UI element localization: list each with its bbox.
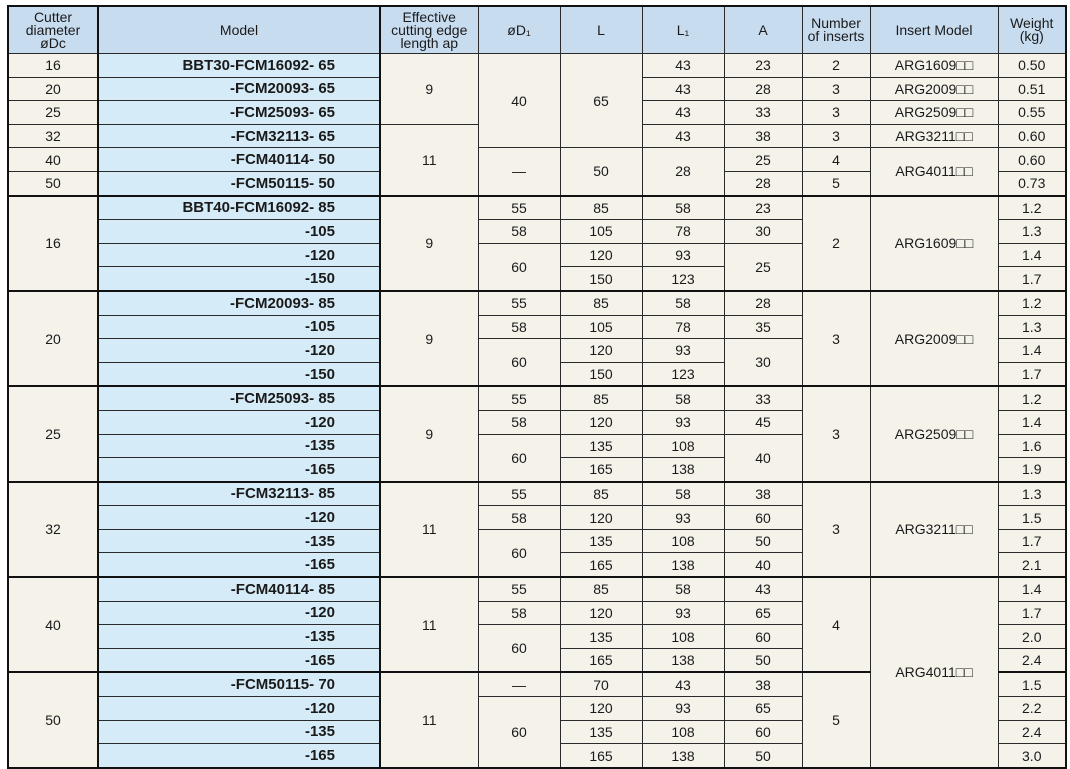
- table-row: [8, 196, 1066, 220]
- cutter-diameter-cell: 40: [8, 577, 98, 672]
- weight-cell: 0.60: [998, 148, 1066, 172]
- l1-cell: 43: [642, 124, 724, 148]
- l-cell: 135: [560, 434, 642, 458]
- header-d1: øD₁: [478, 6, 560, 54]
- inserts-cell: 3: [802, 101, 870, 125]
- d1-cell: 60: [478, 339, 560, 387]
- d1-cell: 58: [478, 220, 560, 244]
- spec-table-container: [7, 5, 1067, 769]
- l-cell: 135: [560, 720, 642, 744]
- l-cell: 165: [560, 553, 642, 577]
- d1-cell: 58: [478, 601, 560, 625]
- a-cell: 40: [724, 434, 802, 482]
- model-cell: BBT30-FCM16092- 65: [98, 54, 380, 78]
- cutting-edge-cell: 11: [380, 577, 478, 672]
- insert-model-cell: ARG2509□□: [870, 386, 998, 481]
- l-cell: 120: [560, 601, 642, 625]
- cutting-edge-cell: 9: [380, 196, 478, 291]
- l1-cell: 108: [642, 720, 724, 744]
- l1-cell: 43: [642, 101, 724, 125]
- l1-cell: 138: [642, 744, 724, 768]
- a-cell: 43: [724, 577, 802, 601]
- l1-cell: 43: [642, 672, 724, 696]
- weight-cell: 1.5: [998, 506, 1066, 530]
- l-cell: 85: [560, 482, 642, 506]
- insert-model-cell: ARG4011□□: [870, 148, 998, 196]
- inserts-cell: 5: [802, 171, 870, 195]
- weight-cell: 3.0: [998, 744, 1066, 768]
- d1-cell: 60: [478, 434, 560, 482]
- l1-cell: 93: [642, 601, 724, 625]
- l1-cell: 123: [642, 362, 724, 386]
- cutter-diameter-cell: 20: [8, 77, 98, 101]
- a-cell: 65: [724, 601, 802, 625]
- cutting-edge-cell: 9: [380, 386, 478, 481]
- a-cell: 28: [724, 171, 802, 195]
- cutting-edge-cell: 11: [380, 124, 478, 195]
- a-cell: 60: [724, 720, 802, 744]
- weight-cell: 2.0: [998, 625, 1066, 649]
- inserts-cell: 3: [802, 482, 870, 577]
- model-cell: -FCM25093- 85: [98, 386, 380, 410]
- a-cell: 50: [724, 529, 802, 553]
- l1-cell: 108: [642, 625, 724, 649]
- header-model: Model: [98, 6, 380, 54]
- a-cell: 50: [724, 648, 802, 672]
- table-row: [8, 577, 1066, 601]
- inserts-cell: 3: [802, 77, 870, 101]
- insert-model-cell: ARG1609□□: [870, 54, 998, 78]
- model-cell: -FCM20093- 85: [98, 291, 380, 315]
- weight-cell: 1.4: [998, 243, 1066, 267]
- a-cell: 25: [724, 243, 802, 291]
- table-row: [8, 386, 1066, 410]
- cutter-spec-table: [7, 5, 1067, 769]
- l-cell: 70: [560, 672, 642, 696]
- weight-cell: 2.4: [998, 648, 1066, 672]
- l-cell: 65: [560, 54, 642, 148]
- insert-model-cell: ARG2509□□: [870, 101, 998, 125]
- weight-cell: 2.2: [998, 697, 1066, 721]
- d1-cell: 55: [478, 196, 560, 220]
- a-cell: 23: [724, 54, 802, 78]
- weight-cell: 2.4: [998, 720, 1066, 744]
- l-cell: 120: [560, 410, 642, 434]
- l-cell: 120: [560, 697, 642, 721]
- cutting-edge-cell: 9: [380, 54, 478, 125]
- weight-cell: 1.2: [998, 291, 1066, 315]
- weight-cell: 0.51: [998, 77, 1066, 101]
- a-cell: 33: [724, 386, 802, 410]
- a-cell: 35: [724, 315, 802, 339]
- weight-cell: 1.7: [998, 267, 1066, 291]
- weight-cell: 1.2: [998, 386, 1066, 410]
- a-cell: 28: [724, 291, 802, 315]
- a-cell: 40: [724, 553, 802, 577]
- cutter-diameter-cell: 20: [8, 291, 98, 386]
- weight-cell: 1.4: [998, 577, 1066, 601]
- inserts-cell: 2: [802, 196, 870, 291]
- insert-model-cell: ARG3211□□: [870, 482, 998, 577]
- l1-cell: 123: [642, 267, 724, 291]
- header-l: L: [560, 6, 642, 54]
- weight-cell: 1.6: [998, 434, 1066, 458]
- cutter-diameter-cell: 32: [8, 482, 98, 577]
- model-cell: -FCM32113- 85: [98, 482, 380, 506]
- l1-cell: 138: [642, 553, 724, 577]
- model-cell: -120: [98, 243, 380, 267]
- weight-cell: 1.2: [998, 196, 1066, 220]
- l-cell: 165: [560, 648, 642, 672]
- a-cell: 23: [724, 196, 802, 220]
- a-cell: 38: [724, 672, 802, 696]
- a-cell: 60: [724, 506, 802, 530]
- weight-cell: 0.60: [998, 124, 1066, 148]
- weight-cell: 2.1: [998, 553, 1066, 577]
- insert-model-cell: ARG2009□□: [870, 291, 998, 386]
- l-cell: 120: [560, 506, 642, 530]
- weight-cell: 0.50: [998, 54, 1066, 78]
- model-cell: -135: [98, 434, 380, 458]
- a-cell: 28: [724, 77, 802, 101]
- weight-cell: 1.5: [998, 672, 1066, 696]
- model-cell: -FCM32113- 65: [98, 124, 380, 148]
- model-cell: -120: [98, 697, 380, 721]
- l1-cell: 93: [642, 697, 724, 721]
- l1-cell: 108: [642, 434, 724, 458]
- d1-cell: 60: [478, 625, 560, 673]
- model-cell: -165: [98, 648, 380, 672]
- d1-cell: —: [478, 148, 560, 196]
- d1-cell: 60: [478, 243, 560, 291]
- header-row: [8, 6, 1066, 54]
- a-cell: 65: [724, 697, 802, 721]
- d1-cell: 60: [478, 529, 560, 577]
- l-cell: 165: [560, 458, 642, 482]
- a-cell: 60: [724, 625, 802, 649]
- inserts-cell: 3: [802, 291, 870, 386]
- d1-cell: 55: [478, 482, 560, 506]
- cutting-edge-cell: 11: [380, 482, 478, 577]
- a-cell: 45: [724, 410, 802, 434]
- a-cell: 33: [724, 101, 802, 125]
- header-number-of-inserts: Number of inserts: [802, 6, 870, 54]
- insert-model-cell: ARG2009□□: [870, 77, 998, 101]
- l-cell: 85: [560, 291, 642, 315]
- l1-cell: 93: [642, 506, 724, 530]
- cutter-diameter-cell: 50: [8, 171, 98, 195]
- l1-cell: 93: [642, 243, 724, 267]
- weight-cell: 0.55: [998, 101, 1066, 125]
- model-cell: -FCM20093- 65: [98, 77, 380, 101]
- cutting-edge-cell: 9: [380, 291, 478, 386]
- a-cell: 25: [724, 148, 802, 172]
- insert-model-cell: ARG4011□□: [870, 577, 998, 768]
- l-cell: 85: [560, 577, 642, 601]
- a-cell: 38: [724, 482, 802, 506]
- model-cell: -135: [98, 720, 380, 744]
- model-cell: -165: [98, 744, 380, 768]
- header-weight: Weight (kg): [998, 6, 1066, 54]
- model-cell: -FCM50115- 70: [98, 672, 380, 696]
- inserts-cell: 4: [802, 148, 870, 172]
- cutter-diameter-cell: 16: [8, 54, 98, 78]
- l1-cell: 138: [642, 648, 724, 672]
- model-cell: -150: [98, 267, 380, 291]
- model-cell: -165: [98, 458, 380, 482]
- model-cell: -FCM40114- 85: [98, 577, 380, 601]
- weight-cell: 1.4: [998, 410, 1066, 434]
- l1-cell: 58: [642, 196, 724, 220]
- model-cell: -FCM50115- 50: [98, 171, 380, 195]
- l1-cell: 58: [642, 577, 724, 601]
- weight-cell: 1.3: [998, 482, 1066, 506]
- header-cutter-diameter: Cutter diameter øDc: [8, 6, 98, 54]
- d1-cell: 40: [478, 54, 560, 148]
- table-row: [8, 291, 1066, 315]
- cutter-diameter-cell: 32: [8, 124, 98, 148]
- d1-cell: 58: [478, 410, 560, 434]
- weight-cell: 1.7: [998, 362, 1066, 386]
- weight-cell: 0.73: [998, 171, 1066, 195]
- cutter-diameter-cell: 50: [8, 672, 98, 767]
- table-row: [8, 482, 1066, 506]
- model-cell: -FCM40114- 50: [98, 148, 380, 172]
- weight-cell: 1.3: [998, 220, 1066, 244]
- d1-cell: 55: [478, 291, 560, 315]
- l1-cell: 43: [642, 77, 724, 101]
- table-row: [8, 148, 1066, 172]
- l1-cell: 78: [642, 220, 724, 244]
- l1-cell: 93: [642, 410, 724, 434]
- l1-cell: 43: [642, 54, 724, 78]
- a-cell: 30: [724, 339, 802, 387]
- weight-cell: 1.3: [998, 315, 1066, 339]
- weight-cell: 1.7: [998, 601, 1066, 625]
- weight-cell: 1.4: [998, 339, 1066, 363]
- l1-cell: 138: [642, 458, 724, 482]
- header-l1: L₁: [642, 6, 724, 54]
- a-cell: 30: [724, 220, 802, 244]
- inserts-cell: 5: [802, 672, 870, 767]
- l1-cell: 58: [642, 482, 724, 506]
- table-row: [8, 54, 1066, 78]
- l1-cell: 78: [642, 315, 724, 339]
- l-cell: 105: [560, 220, 642, 244]
- d1-cell: 55: [478, 577, 560, 601]
- insert-model-cell: ARG1609□□: [870, 196, 998, 291]
- cutter-diameter-cell: 16: [8, 196, 98, 291]
- cutter-diameter-cell: 25: [8, 386, 98, 481]
- model-cell: -105: [98, 315, 380, 339]
- model-cell: -105: [98, 220, 380, 244]
- l-cell: 105: [560, 315, 642, 339]
- model-cell: -150: [98, 362, 380, 386]
- cutter-diameter-cell: 25: [8, 101, 98, 125]
- l-cell: 120: [560, 339, 642, 363]
- model-cell: -120: [98, 410, 380, 434]
- insert-model-cell: ARG3211□□: [870, 124, 998, 148]
- inserts-cell: 3: [802, 124, 870, 148]
- a-cell: 38: [724, 124, 802, 148]
- header-insert-model: Insert Model: [870, 6, 998, 54]
- a-cell: 50: [724, 744, 802, 768]
- l-cell: 135: [560, 529, 642, 553]
- d1-cell: 58: [478, 315, 560, 339]
- header-a: A: [724, 6, 802, 54]
- d1-cell: 60: [478, 697, 560, 768]
- l-cell: 150: [560, 267, 642, 291]
- model-cell: -135: [98, 625, 380, 649]
- l1-cell: 108: [642, 529, 724, 553]
- weight-cell: 1.9: [998, 458, 1066, 482]
- l1-cell: 58: [642, 386, 724, 410]
- l-cell: 85: [560, 386, 642, 410]
- l-cell: 135: [560, 625, 642, 649]
- model-cell: -FCM25093- 65: [98, 101, 380, 125]
- model-cell: -120: [98, 339, 380, 363]
- inserts-cell: 2: [802, 54, 870, 78]
- l-cell: 150: [560, 362, 642, 386]
- l1-cell: 28: [642, 148, 724, 196]
- l-cell: 165: [560, 744, 642, 768]
- l1-cell: 93: [642, 339, 724, 363]
- l-cell: 85: [560, 196, 642, 220]
- cutting-edge-cell: 11: [380, 672, 478, 767]
- cutter-diameter-cell: 40: [8, 148, 98, 172]
- weight-cell: 1.7: [998, 529, 1066, 553]
- inserts-cell: 4: [802, 577, 870, 672]
- l-cell: 120: [560, 243, 642, 267]
- model-cell: -120: [98, 506, 380, 530]
- model-cell: BBT40-FCM16092- 85: [98, 196, 380, 220]
- model-cell: -120: [98, 601, 380, 625]
- header-effective-cutting-edge: Effective cutting edge length ap: [380, 6, 478, 54]
- model-cell: -135: [98, 529, 380, 553]
- l1-cell: 58: [642, 291, 724, 315]
- l-cell: 50: [560, 148, 642, 196]
- d1-cell: —: [478, 672, 560, 696]
- d1-cell: 58: [478, 506, 560, 530]
- model-cell: -165: [98, 553, 380, 577]
- inserts-cell: 3: [802, 386, 870, 481]
- d1-cell: 55: [478, 386, 560, 410]
